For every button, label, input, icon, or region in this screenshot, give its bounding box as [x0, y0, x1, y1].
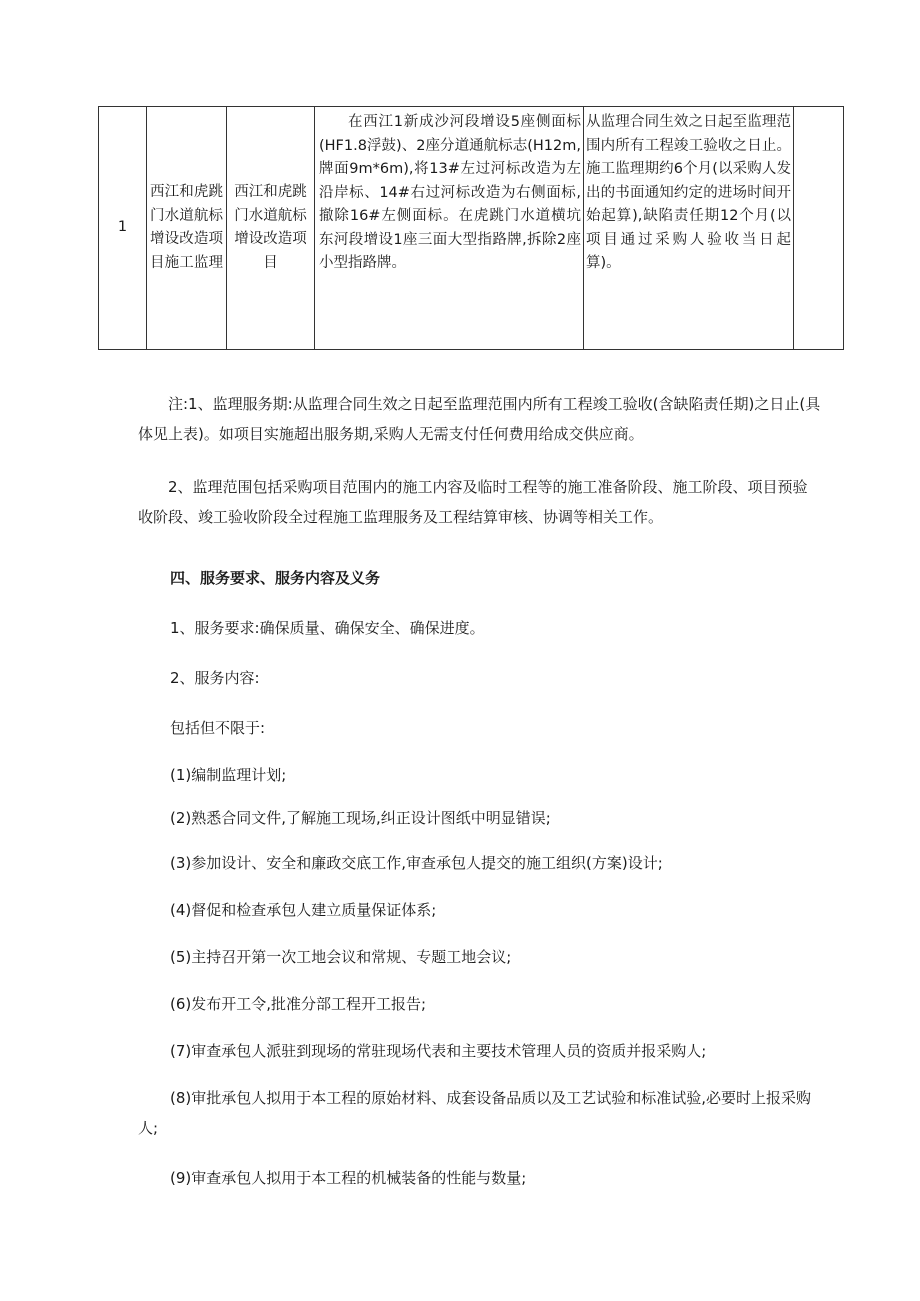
service-content-title: 2、服务内容: [170, 669, 260, 687]
section-heading: 四、服务要求、服务内容及义务 [170, 569, 381, 587]
service-requirement: 1、服务要求:确保质量、确保安全、确保进度。 [170, 619, 485, 637]
cell-sub-project: 西江和虎跳门水道航标增设改造项目 [227, 107, 315, 350]
list-item: (6)发布开工令,批准分部工程开工报告; [170, 995, 427, 1013]
cell-project-name: 西江和虎跳门水道航标增设改造项目施工监理 [147, 107, 227, 350]
include-text: 包括但不限于: [170, 719, 266, 737]
note-1: 注:1、监理服务期:从监理合同生效之日起至监理范围内所有工程竣工验收(含缺陷责任期)之日止(具体见上表)。如项目实施超出服务期,采购人无需支付任何费用给成交供应商。 [138, 395, 821, 443]
cell-remark [794, 107, 844, 350]
list-item: (7)审查承包人派驻到现场的常驻现场代表和主要技术管理人员的资质并报采购人; [170, 1042, 707, 1060]
list-item: (9)审查承包人拟用于本工程的机械装备的性能与数量; [170, 1169, 527, 1187]
list-item: (1)编制监理计划; [170, 766, 287, 784]
scope-table [98, 106, 844, 350]
list-item: (2)熟悉合同文件,了解施工现场,纠正设计图纸中明显错误; [170, 809, 551, 827]
list-item: (5)主持召开第一次工地会议和常规、专题工地会议; [170, 948, 512, 966]
cell-period: 从监理合同生效之日起至监理范围内所有工程竣工验收之日止。施工监理期约6个月(以采购人发出的书面通知约定的进场时间开始起算),缺陷责任期12个月(以项目通过采购人验收当日起算)。 [584, 107, 794, 350]
list-item: (8)审批承包人拟用于本工程的原始材料、成套设备品质以及工艺试验和标准试验,必要时上报采购人; [138, 1089, 812, 1137]
cell-content: 在西江1新成沙河段增设5座侧面标(HF1.8浮鼓)、2座分道通航标志(H12m,牌面9m*6m),将13#左过河标改造为左沿岸标、14#右过河标改造为右侧面标,撤除16#左侧面标。在虎跳门水道横坑东河段增设1座三面大型指路牌,拆除2座小型指路牌。 [315, 107, 584, 350]
table-row [99, 107, 844, 350]
list-item: (3)参加设计、安全和廉政交底工作,审查承包人提交的施工组织(方案)设计; [170, 854, 663, 872]
list-item: (4)督促和检查承包人建立质量保证体系; [170, 901, 437, 919]
cell-index: 1 [99, 107, 147, 350]
note-2: 2、监理范围包括采购项目范围内的施工内容及临时工程等的施工准备阶段、施工阶段、项目预验收阶段、竣工验收阶段全过程施工监理服务及工程结算审核、协调等相关工作。 [138, 478, 808, 526]
